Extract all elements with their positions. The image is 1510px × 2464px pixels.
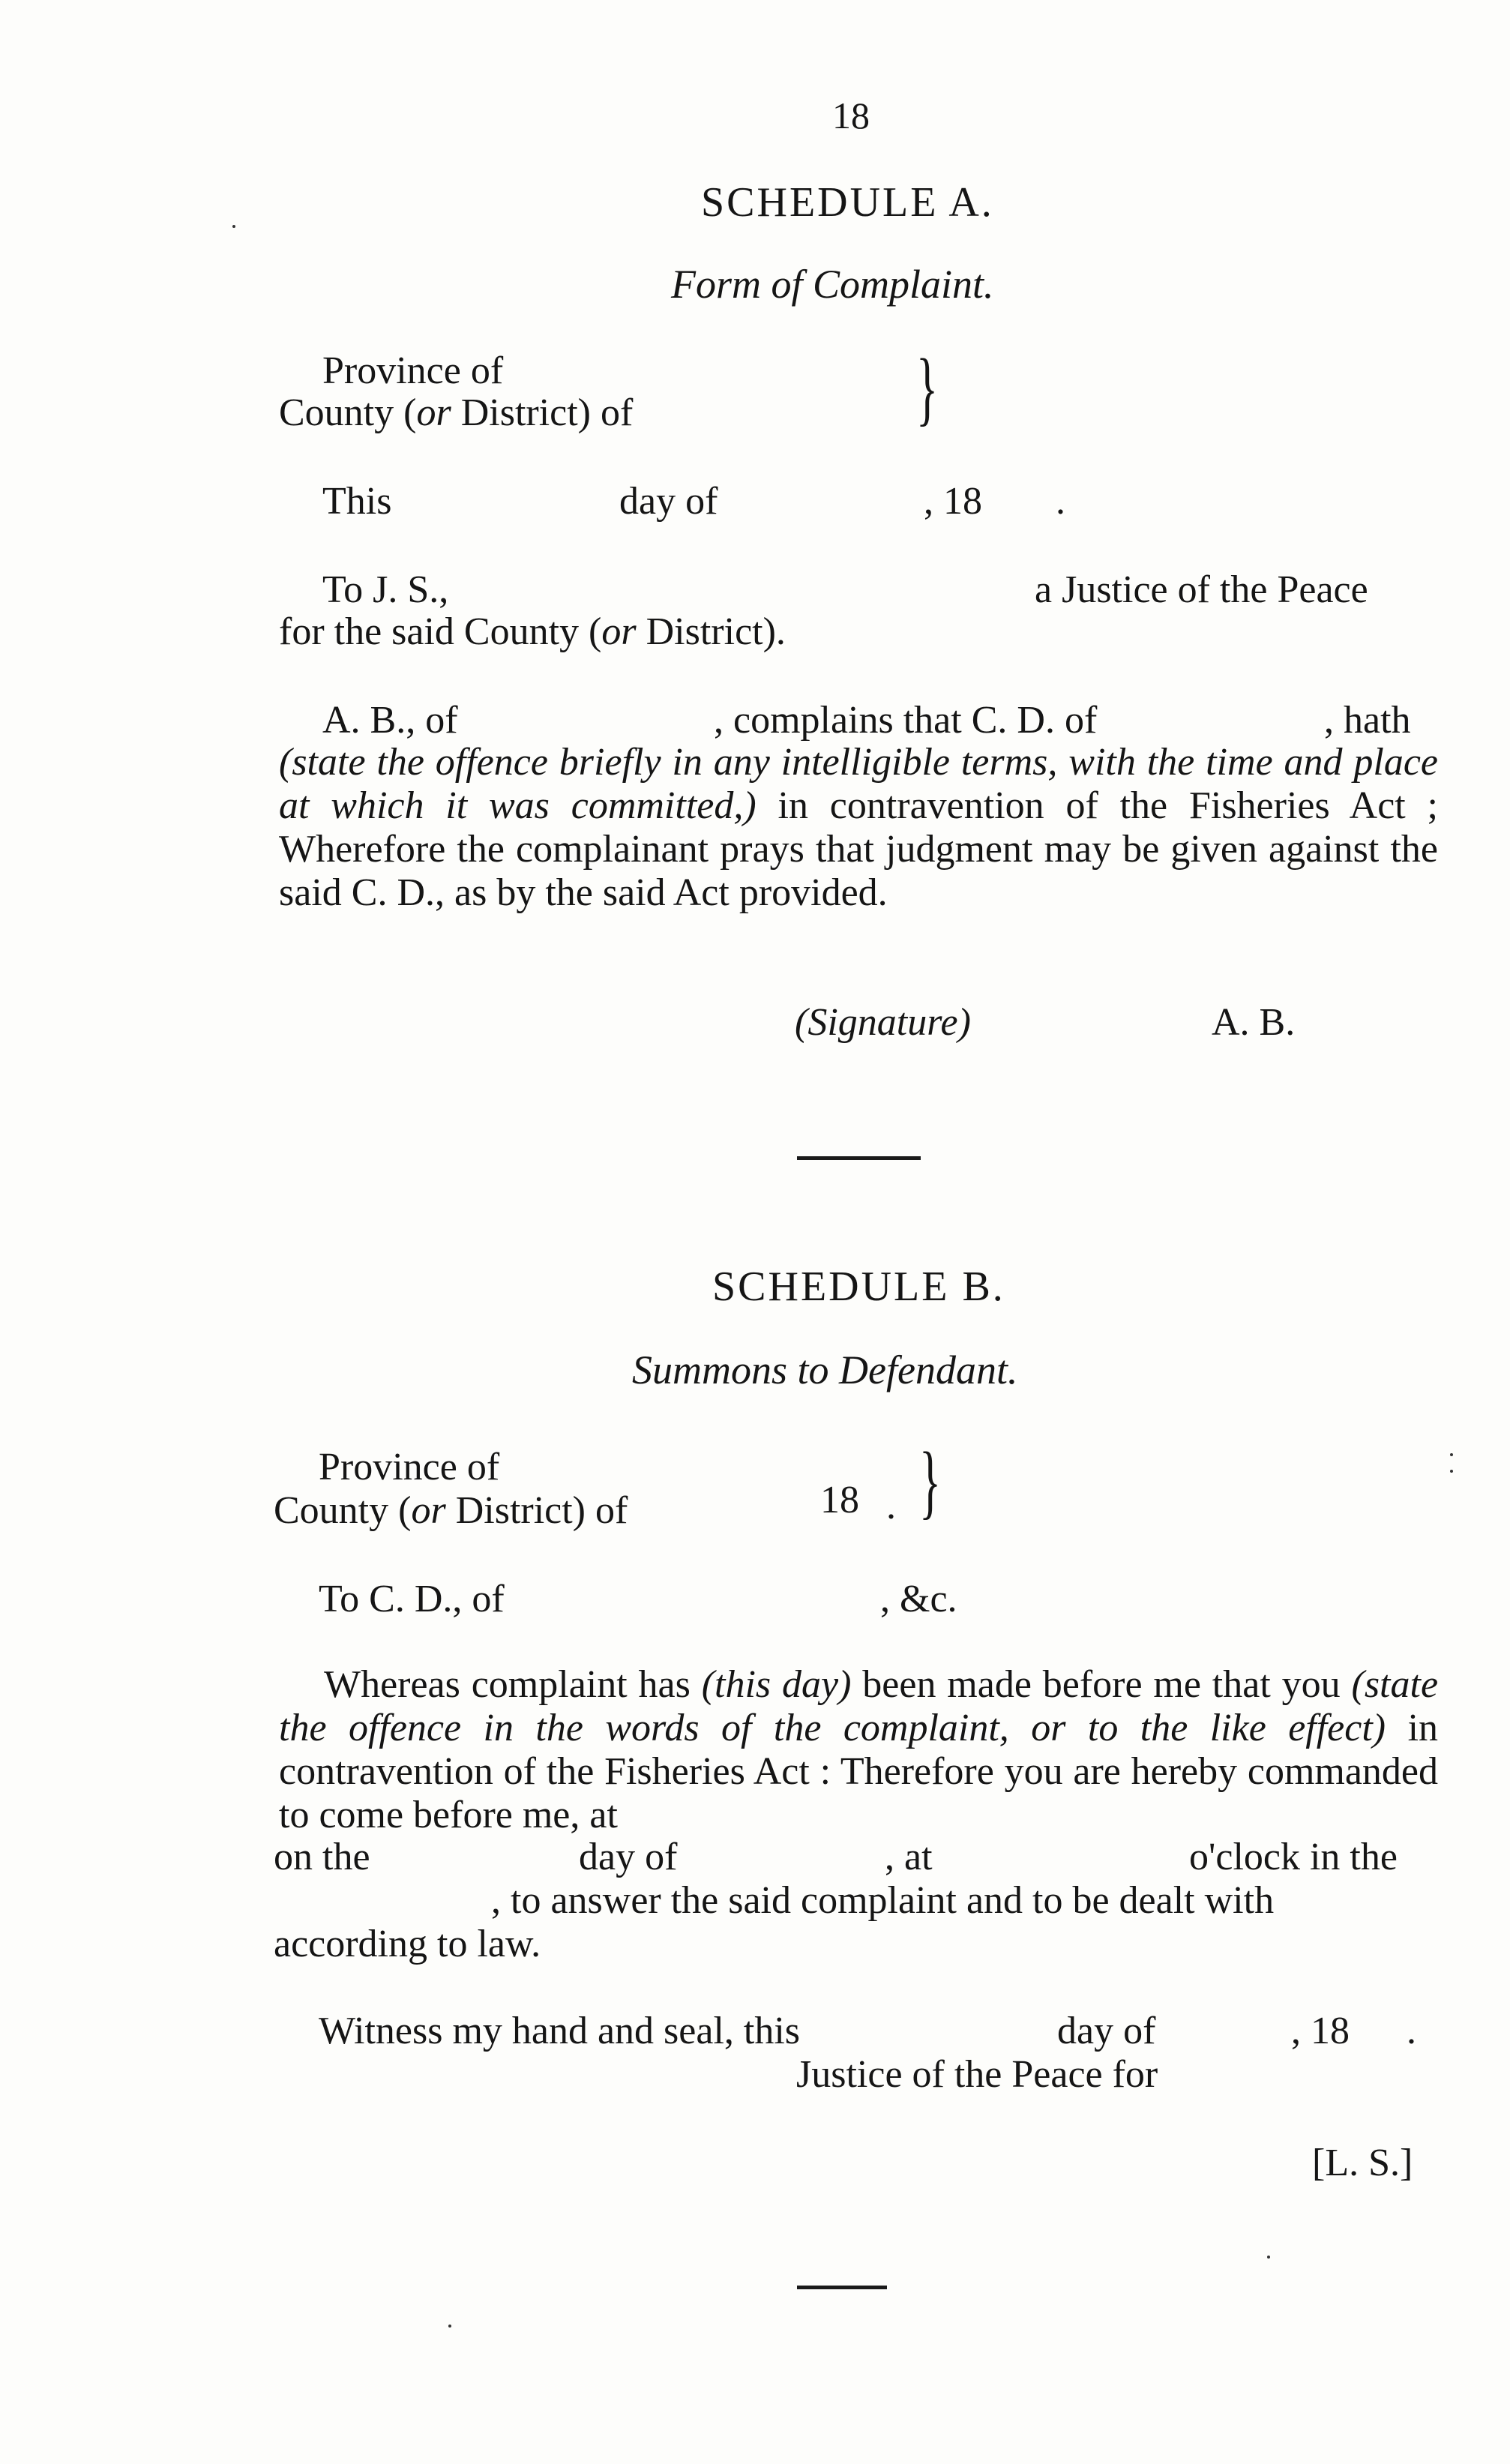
for-county: for the said County (or District). bbox=[279, 610, 786, 653]
signature-name: A. B. bbox=[1212, 1001, 1296, 1044]
county-label-b: County (or District) of bbox=[274, 1489, 628, 1532]
date-this: This bbox=[322, 480, 392, 523]
complaint-line-1b: , complains that C. D. of bbox=[714, 699, 1098, 742]
complaint-italic: (state the offence briefly in any intelligible terms, with the time and place at which it was committed,) bbox=[279, 741, 1438, 827]
on-day-of: day of bbox=[579, 1836, 678, 1878]
witness-period: . bbox=[1407, 2010, 1416, 2052]
signature-label: (Signature) bbox=[795, 1001, 971, 1044]
brace-icon-b: } bbox=[919, 1435, 942, 1527]
on-at: , at bbox=[885, 1836, 933, 1878]
province-label: Province of bbox=[322, 349, 504, 392]
schedule-a-title: SCHEDULE A. bbox=[701, 179, 994, 226]
seal-mark: [L. S.] bbox=[1312, 2142, 1413, 2184]
complaint-line-1a: A. B., of bbox=[322, 699, 458, 742]
date-day-of: day of bbox=[619, 480, 718, 523]
brace-icon: } bbox=[916, 342, 939, 433]
schedule-b-title: SCHEDULE B. bbox=[712, 1263, 1005, 1310]
defendant-etc: , &c. bbox=[880, 1578, 957, 1620]
schedule-b-subtitle: Summons to Defendant. bbox=[632, 1347, 1018, 1392]
schedule-a-subtitle: Form of Complaint. bbox=[671, 262, 994, 307]
divider-a bbox=[797, 1156, 921, 1160]
summons-year: 18 bbox=[820, 1479, 859, 1521]
summons-period: . bbox=[886, 1485, 896, 1527]
complaint-body bbox=[279, 741, 1438, 915]
on-oclock: o'clock in the bbox=[1189, 1836, 1398, 1878]
date-year: , 18 bbox=[924, 480, 982, 523]
justice-for: Justice of the Peace for bbox=[796, 2053, 1158, 2096]
province-label-b: Province of bbox=[319, 1446, 500, 1488]
speck bbox=[448, 2325, 451, 2328]
speck bbox=[1450, 1453, 1453, 1456]
justice-title: a Justice of the Peace bbox=[1035, 568, 1368, 611]
speck bbox=[1450, 1470, 1453, 1473]
defendant-addressee: To C. D., of bbox=[319, 1578, 505, 1620]
county-label: County (or District) of bbox=[279, 391, 634, 434]
addressee: To J. S., bbox=[322, 568, 449, 611]
witness-line: Witness my hand and seal, this bbox=[319, 2010, 801, 2052]
speck bbox=[232, 225, 235, 228]
page-number: 18 bbox=[832, 94, 870, 136]
on-the: on the bbox=[274, 1836, 370, 1878]
answer-line: , to answer the said complaint and to be dealt with bbox=[491, 1879, 1275, 1922]
speck bbox=[1267, 2256, 1270, 2259]
complaint-line-1c: , hath bbox=[1324, 699, 1411, 742]
summons-body: Whereas complaint has (this day) been made before me that you (state the offence in the words of the complaint, or to the like effect) in contravention of the Fisheries Act : Therefore you are hereby commanded to come before me, at bbox=[279, 1663, 1439, 1836]
divider-b bbox=[797, 2286, 887, 2289]
witness-day-of: day of bbox=[1057, 2010, 1156, 2052]
complaint-rest: in contravention of the Fisheries Act ; Wherefore the complainant prays that judgment may be given against the said C. D., as by the said Act provided. bbox=[279, 784, 1439, 914]
date-period: . bbox=[1056, 480, 1065, 523]
according-line: according to law. bbox=[274, 1923, 541, 1965]
witness-year: , 18 bbox=[1291, 2010, 1350, 2052]
